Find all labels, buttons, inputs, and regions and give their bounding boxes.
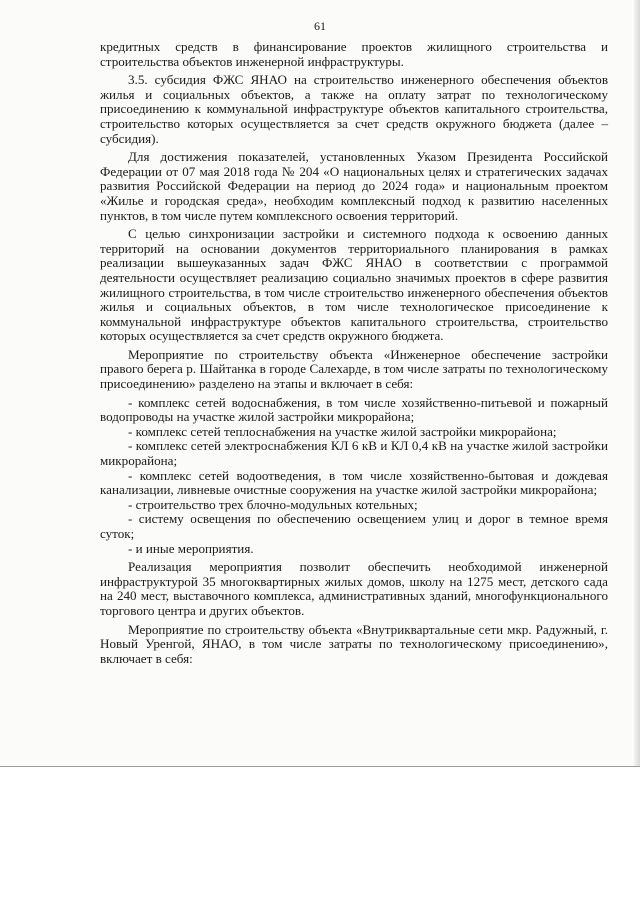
paragraph: Для достижения показателей, установленных Указом Президента Российской Федерации от 07 мая 2018 года № 204 «О национальных целях и стратегических задачах развития Российской Федерации на период до 2024 года» и национальным проектом «Жилье и городская среда», необходим комплексный подход к развитию населенных пунктов, в том числе путем комплексного освоения территорий. [100, 149, 608, 223]
document-body [100, 40, 608, 670]
list-item: - комплекс сетей водоснабжения, в том числе хозяйственно-питьевой и пожарный водопроводы на участке жилой застройки микрорайона; [100, 394, 608, 425]
list-item: - комплекс сетей электроснабжения КЛ 6 кВ и КЛ 0,4 кВ на участке жилой застройки микрорайона; [100, 438, 608, 469]
paragraph: Мероприятие по строительству объекта «Инженерное обеспечение застройки правого берега р. Шайтанка в городе Салехарде, в том числе затраты по технологическому присоединению» разделено на этапы и включает в себя: [100, 346, 608, 392]
list-item: - систему освещения по обеспечению освещением улиц и дорог в темное время суток; [100, 511, 608, 541]
page-edge [634, 0, 640, 766]
paragraph: Мероприятие по строительству объекта «Внутриквартальные сети мкр. Радужный, г. Новый Уренгой, ЯНАО, в том числе затраты по технологическому присоединению», включает в себя: [100, 621, 608, 666]
paragraph: Реализация мероприятия позволит обеспечить необходимой инженерной инфраструктурой 35 многоквартирных жилых домов, школу на 1275 мест, детского сада на 240 мест, выставочного комплекса, административных зданий, многофункционального торгового центра и других объектов. [100, 559, 608, 618]
list-item: - и иные мероприятия. [128, 540, 254, 556]
paragraph: кредитных средств в финансирование проектов жилищного строительства и строительства объектов инженерной инфраструктуры. [100, 39, 608, 69]
list-item: - комплекс сетей водоотведения, в том числе хозяйственно-бытовая и дождевая канализации, ливневые очистные сооружения на участке жилой застройки микрорайона; [100, 467, 608, 498]
list-item: - строительство трех блочно-модульных котельных; [128, 496, 418, 512]
page-number: 61 [314, 19, 326, 33]
list-item: - комплекс сетей теплоснабжения на участке жилой застройки микрорайона; [128, 423, 557, 439]
paragraph: С целью синхронизации застройки и системного подхода к освоению данных территорий на основании документов территориального планирования в рамках реализации вышеуказанных задач ФЖС ЯНАО в соответствии с программой деятельности осуществляет реализацию социально значимых проектов в сфере развития жилищного строительства, в том числе строительство инженерного обеспечения объектов жилья и социальных объектов, в том числе технологическое присоединение к коммунальной инфраструктуре объектов капитального строительства, строительство которых осуществляется за счет средств окружного бюджета. [100, 226, 608, 344]
paragraph: 3.5. субсидия ФЖС ЯНАО на строительство инженерного обеспечения объектов жилья и социальных объектов, а также на оплату затрат по технологическому присоединению к коммунальной инфраструктуре объектов капитального строительства, строительство которых осуществляется за счет средств окружного бюджета (далее – субсидия). [100, 72, 608, 146]
